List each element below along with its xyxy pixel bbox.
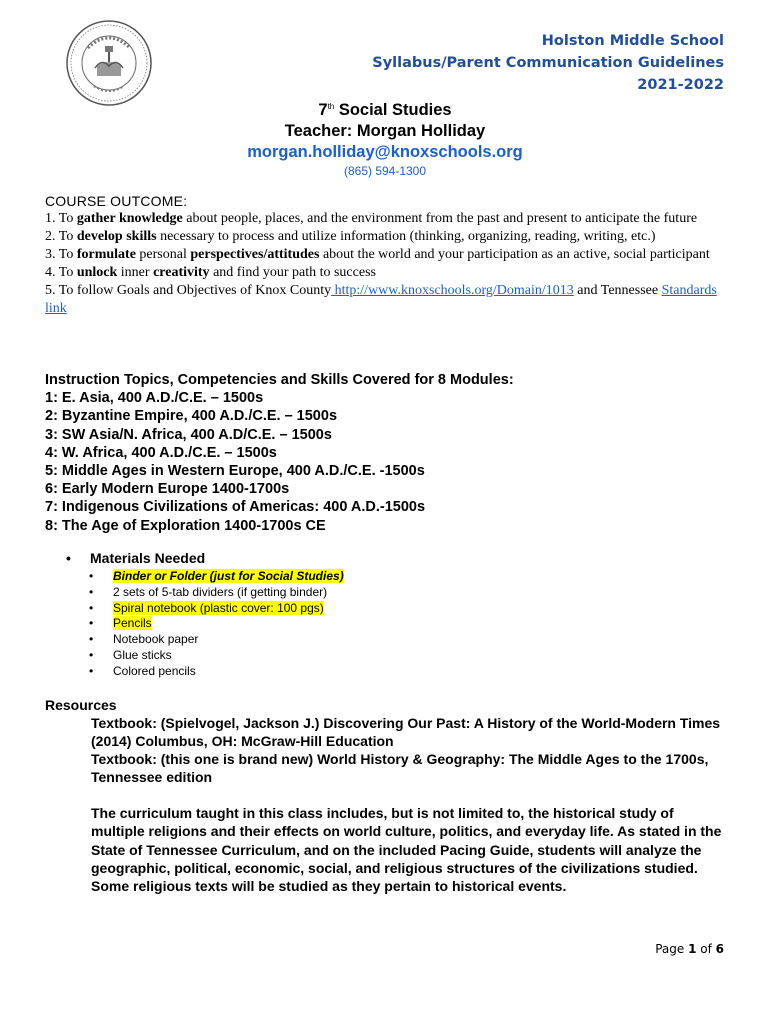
course-title-block xyxy=(0,96,770,179)
outcome-item: 1. To gather knowledge about people, places, and the environment from the past and present to anticipate the future xyxy=(45,211,698,226)
school-seal-logo xyxy=(64,18,154,108)
outcome-item: 5. To follow Goals and Objectives of Knox County http://www.knoxschools.org/Domain/1013 and Tennessee Standards link xyxy=(45,283,717,316)
module-item: 5: Middle Ages in Western Europe, 400 A.D./C.E. -1500s xyxy=(45,463,425,480)
instruction-topics xyxy=(45,371,514,535)
teacher-email-link[interactable]: morgan.holliday@knoxschools.org xyxy=(247,143,523,161)
module-item: 4: W. Africa, 400 A.D./C.E. – 1500s xyxy=(45,444,277,461)
materials-heading: • Materials Needed xyxy=(66,550,206,566)
course-outcome-list xyxy=(45,210,725,318)
school-year: 2021-2022 xyxy=(637,77,724,93)
bullet-icon: • xyxy=(89,632,94,647)
course-outcome-heading: COURSE OUTCOME: xyxy=(45,193,188,209)
bullet-icon: • xyxy=(89,663,94,678)
teacher-name: Teacher: Morgan Holliday xyxy=(284,122,486,140)
knox-goals-link[interactable]: http://www.knoxschools.org/Domain/1013 xyxy=(331,283,574,298)
teacher-phone: (865) 594-1300 xyxy=(343,164,427,178)
material-item: • Pencils xyxy=(89,616,152,631)
outcome-item: 2. To develop skills necessary to process and utilize information (thinking, organizing, reading, writing, etc.) xyxy=(45,229,656,244)
module-item: 6: Early Modern Europe 1400-1700s xyxy=(45,481,290,498)
module-item: 3: SW Asia/N. Africa, 400 A.D/C.E. – 1500s xyxy=(45,426,332,443)
curriculum-statement: The curriculum taught in this class includes, but is not limited to, the historical study of multiple religions and their effects on world culture, politics, and everyday life. As stated in the State of Tennessee Curriculum, and on the included Pacing Guide, students will analyze the geographic, political, economic, social, and religious structures of the civilizations studied. Some religious texts will be studied as they pertain to historical events. xyxy=(91,805,722,895)
outcome-item: 4. To unlock inner creativity and find your path to success xyxy=(45,265,376,280)
material-item: • Binder or Folder (just for Social Studies) xyxy=(89,569,344,583)
bullet-icon: • xyxy=(89,616,94,631)
school-name: Holston Middle School xyxy=(541,33,724,49)
bullet-icon: • xyxy=(89,600,94,615)
module-item: 1: E. Asia, 400 A.D./C.E. – 1500s xyxy=(45,390,264,407)
resources-list xyxy=(91,714,736,786)
outcome-item: 3. To formulate personal perspectives/attitudes about the world and your participation as an active, social participant xyxy=(45,247,710,262)
textbook-entry: Textbook: (this one is brand new) World History & Geography: The Middle Ages to the 1700s, Tennessee edition xyxy=(91,751,709,785)
material-item: • Notebook paper xyxy=(89,632,199,647)
page-header xyxy=(372,30,724,96)
bullet-icon: • xyxy=(89,647,94,662)
bullet-icon: • xyxy=(89,584,94,599)
material-item: • 2 sets of 5-tab dividers (if getting binder) xyxy=(89,584,328,599)
grade-number: 7 xyxy=(318,101,328,119)
tennessee-standards-link[interactable]: Standards link xyxy=(45,283,717,316)
resources-heading: Resources xyxy=(45,697,117,713)
course-name: Social Studies xyxy=(334,101,452,119)
textbook-entry: Textbook: (Spielvogel, Jackson J.) Discovering Our Past: A History of the World-Modern Times (2014) Columbus, OH: McGraw-Hill Education xyxy=(91,715,721,749)
module-item: 2: Byzantine Empire, 400 A.D./C.E. – 1500s xyxy=(45,408,338,425)
course-title xyxy=(0,96,770,121)
topics-heading: Instruction Topics, Competencies and Skills Covered for 8 Modules: xyxy=(45,372,514,388)
material-item: • Colored pencils xyxy=(89,663,196,678)
module-item: 8: The Age of Exploration 1400-1700s CE xyxy=(45,517,326,534)
grade-suffix: th xyxy=(327,102,335,111)
material-item: • Glue sticks xyxy=(89,647,172,662)
bullet-icon: • xyxy=(66,550,71,566)
bullet-icon: • xyxy=(89,569,94,583)
module-item: 7: Indigenous Civilizations of Americas: 400 A.D.-1500s xyxy=(45,499,426,516)
page-number: Page 1 of 6 xyxy=(655,942,724,956)
materials-list xyxy=(89,569,344,680)
material-item: • Spiral notebook (plastic cover: 100 pgs) xyxy=(89,600,324,615)
document-subtitle: Syllabus/Parent Communication Guidelines xyxy=(372,55,724,71)
